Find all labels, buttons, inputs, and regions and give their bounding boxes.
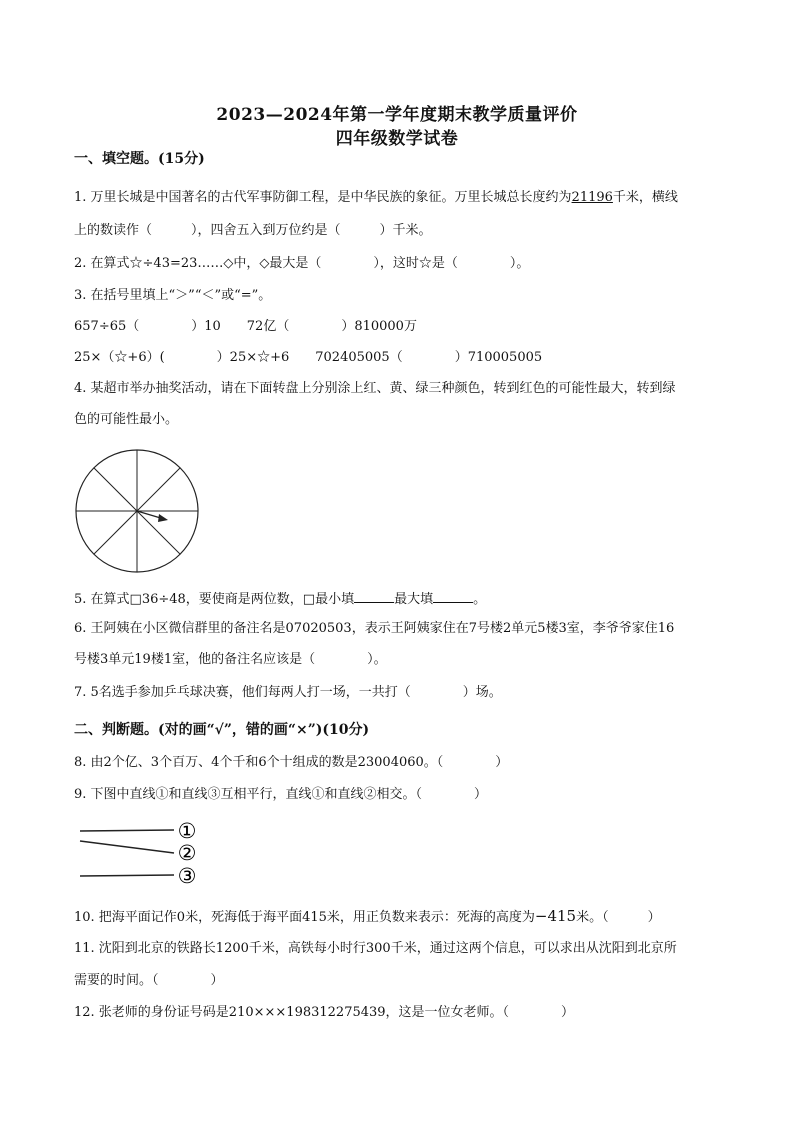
question-6-line-2: 号楼3单元19楼1室，他的备注名应该是（ ）。 (74, 652, 387, 667)
spinner-arrow-icon (137, 511, 168, 522)
question-1-line-2: 上的数读作（ ），四舍五入到万位约是（ ）千米。 (74, 223, 432, 238)
question-11-line-1: 11. 沈阳到北京的铁路长1200千米，高铁每小时行300千米，通过这两个信息，可以求出从沈阳到北京所 (74, 941, 677, 956)
exam-subtitle: 四年级数学试卷 (335, 129, 459, 149)
line-label-3: ③ (177, 864, 197, 888)
question-6-line-1: 6. 王阿姨在小区微信群里的备注名是07020503，表示王阿姨家住在7号楼2单元5楼3室，李爷爷家住16 (74, 621, 675, 636)
question-8: 8. 由2个亿、3个百万、4个千和6个十组成的数是23004060。（ ） (74, 755, 509, 770)
q5-text-a: 5. 在算式□36÷48，要使商是两位数，□最小填 (74, 592, 355, 607)
question-3-line-2: 657÷65（ ）10 72亿（ ）810000万 (74, 319, 417, 334)
q10-value: −415 (534, 907, 577, 925)
question-3-line-3: 25×（☆+6）( ）25×☆+6 702405005（ ）710005005 (74, 350, 543, 365)
parallel-lines-diagram (76, 818, 206, 888)
question-12: 12. 张老师的身份证号码是210×××198312275439，这是一位女老师。（ ） (74, 1005, 575, 1020)
question-3-line-1: 3. 在括号里填上“＞”“＜”或“=”。 (74, 288, 272, 303)
q1-text-b: 千米，横线 (612, 190, 678, 205)
exam-title: 2023—2024年第一学年度期末教学质量评价 (216, 105, 578, 125)
q5-blank-max[interactable] (433, 589, 473, 603)
section-2-heading: 二、判断题。(对的画“√”，错的画“×”)(10分) (74, 722, 370, 738)
question-4-line-1: 4. 某超市举办抽奖活动，请在下面转盘上分别涂上红、黄、绿三种颜色，转到红色的可能性最大，转到绿 (74, 381, 676, 396)
line-label-2: ② (177, 841, 197, 865)
q1-text-a: 1. 万里长城是中国著名的古代军事防御工程，是中华民族的象征。万里长城总长度约为 (74, 190, 572, 205)
q10-text-a: 10. 把海平面记作0米，死海低于海平面415米，用正负数来表示：死海的高度为 (74, 910, 535, 925)
q10-text-b: 米。（ ） (576, 910, 661, 925)
question-1-line-1 (74, 189, 678, 207)
question-4-line-2: 色的可能性最小。 (74, 412, 179, 427)
question-7: 7. 5名选手参加乒乓球决赛，他们每两人打一场，一共打（ ）场。 (74, 685, 502, 700)
question-11-line-2: 需要的时间。（ ） (74, 973, 224, 988)
q5-text-b: 最大填 (394, 592, 434, 607)
question-9: 9. 下图中直线①和直线③互相平行，直线①和直线②相交。（ ） (74, 787, 488, 802)
q1-underlined-number: 21196 (571, 190, 613, 205)
q5-text-c: 。 (473, 592, 487, 607)
section-1-heading: 一、填空题。(15分) (74, 151, 205, 167)
spinner-wheel-diagram (74, 448, 200, 574)
line-label-1: ① (177, 819, 197, 843)
q5-blank-min[interactable] (354, 589, 394, 603)
question-5 (74, 589, 486, 609)
question-10 (74, 907, 661, 927)
question-2: 2. 在算式☆÷43=23……◇中，◇最大是（ ），这时☆是（ ）。 (74, 256, 530, 271)
